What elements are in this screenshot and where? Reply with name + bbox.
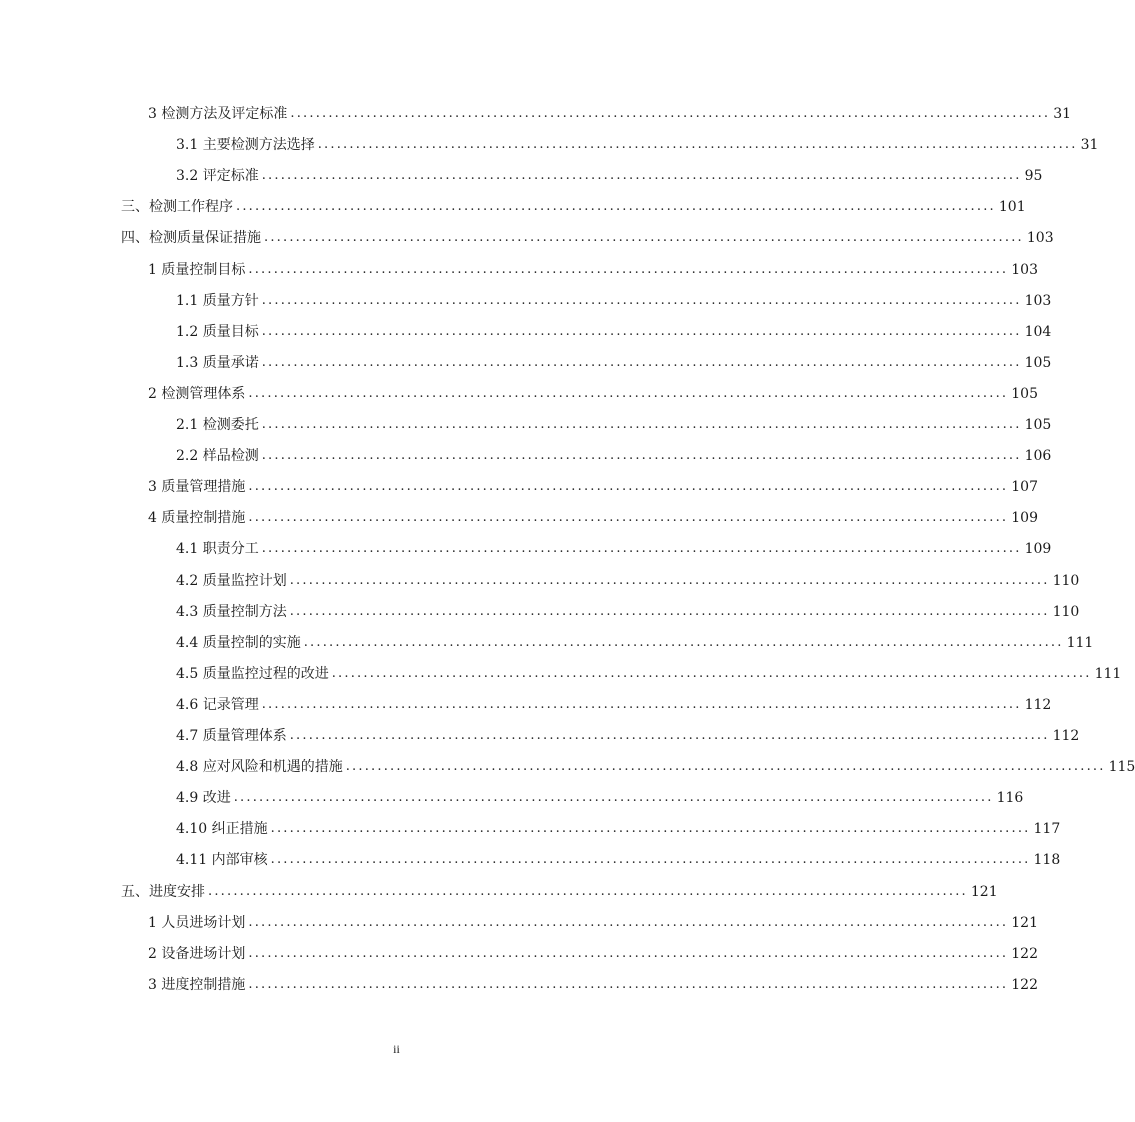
toc-leader-dots: ........................................................................................................................ <box>261 168 1022 184</box>
toc-entry-title: 2 检测管理体系 <box>148 385 248 403</box>
toc-entry-page: 106 <box>1024 448 1052 465</box>
toc-entry[interactable] <box>176 286 1052 310</box>
toc-entry[interactable] <box>121 192 1026 216</box>
toc-entry[interactable] <box>176 410 1052 434</box>
toc-entry[interactable] <box>176 348 1052 372</box>
toc-entry[interactable] <box>176 534 1052 558</box>
toc-entry-title: 4.11 内部审核 <box>176 851 271 869</box>
toc-leader-dots: ........................................................................................................................ <box>270 852 1031 868</box>
toc-entry[interactable] <box>121 877 998 901</box>
toc-entry-title: 2 设备进场计划 <box>148 945 248 963</box>
toc-leader-dots: ........................................................................................................................ <box>233 790 994 806</box>
toc-leader-dots: ........................................................................................................................ <box>261 354 1022 370</box>
toc-entry[interactable] <box>148 379 1038 403</box>
toc-entry-page: 111 <box>1066 634 1094 651</box>
toc-entry-page: 109 <box>1011 510 1038 527</box>
toc-entry[interactable] <box>176 566 1080 590</box>
toc-entry[interactable] <box>148 908 1038 932</box>
toc-entry-page: 109 <box>1024 541 1052 558</box>
toc-entry[interactable] <box>176 441 1052 465</box>
toc-entry-page: 103 <box>1024 292 1052 309</box>
toc-entry[interactable] <box>176 721 1080 745</box>
toc-entry-title: 1 人员进场计划 <box>148 914 248 932</box>
toc-entry-page: 116 <box>996 790 1024 807</box>
toc-entry-page: 118 <box>1033 852 1061 869</box>
toc-entry-page: 121 <box>1011 914 1038 931</box>
toc-entry-page: 105 <box>1011 385 1038 402</box>
toc-entry-page: 101 <box>998 199 1026 216</box>
toc-leader-dots: ........................................................................................................................ <box>264 230 1024 246</box>
toc-leader-dots: ........................................................................................................................ <box>270 821 1031 837</box>
toc-entry-title: 3 进度控制措施 <box>148 976 248 994</box>
toc-entry-title: 4 质量控制措施 <box>148 509 248 527</box>
toc-entry-title: 3.1 主要检测方法选择 <box>176 136 318 154</box>
toc-leader-dots: ........................................................................................................................ <box>289 603 1050 619</box>
toc-entry-page: 112 <box>1052 728 1080 744</box>
toc-entry[interactable] <box>121 223 1054 247</box>
toc-entry[interactable] <box>148 939 1038 963</box>
toc-entry-title: 1.3 质量承诺 <box>176 354 262 372</box>
toc-leader-dots: ........................................................................................................................ <box>261 292 1022 308</box>
toc-leader-dots: ........................................................................................................................ <box>236 199 996 215</box>
toc-entry-title: 3.2 评定标准 <box>176 167 262 185</box>
toc-entry-page: 31 <box>1053 106 1072 122</box>
toc-leader-dots: ........................................................................................................................ <box>248 261 1009 277</box>
toc-leader-dots: ........................................................................................................................ <box>261 541 1022 557</box>
toc-leader-dots: ........................................................................................................................ <box>303 634 1064 650</box>
toc-entry-title: 2.1 检测委托 <box>176 416 262 434</box>
toc-entry-title: 3 检测方法及评定标准 <box>148 105 290 123</box>
toc-entry-page: 107 <box>1011 479 1038 496</box>
toc-entry-title: 三、检测工作程序 <box>121 198 236 216</box>
toc-entry[interactable] <box>176 317 1052 341</box>
toc-entry-title: 4.8 应对风险和机遇的措施 <box>176 758 346 776</box>
toc-entry-title: 4.3 质量控制方法 <box>176 603 290 621</box>
toc-entry-title: 1 质量控制目标 <box>148 261 248 279</box>
toc-entry[interactable] <box>176 845 1061 869</box>
toc-entry-title: 4.9 改进 <box>176 789 234 807</box>
toc-entry-page: 111 <box>1094 665 1122 682</box>
toc-entry-page: 112 <box>1024 696 1052 713</box>
toc-entry-page: 117 <box>1033 821 1061 838</box>
toc-entry[interactable] <box>176 752 1135 776</box>
toc-entry[interactable] <box>148 970 1038 994</box>
toc-leader-dots: ........................................................................................................................ <box>248 385 1009 401</box>
toc-entry[interactable] <box>176 161 1043 185</box>
toc-leader-dots: ........................................................................................................................ <box>290 106 1051 121</box>
toc-entry-title: 四、检测质量保证措施 <box>121 229 264 247</box>
toc-entry-page: 110 <box>1052 572 1080 589</box>
toc-leader-dots: ........................................................................................................................ <box>248 945 1009 961</box>
toc-entry-title: 4.6 记录管理 <box>176 696 262 714</box>
toc-entry[interactable] <box>176 814 1061 838</box>
toc-entry-title: 4.1 职责分工 <box>176 540 262 558</box>
toc-entry-page: 105 <box>1024 417 1052 433</box>
toc-entry[interactable] <box>176 783 1024 807</box>
toc-leader-dots: ........................................................................................................................ <box>248 479 1009 495</box>
toc-entry-title: 4.10 纠正措施 <box>176 820 271 838</box>
toc-entry-page: 103 <box>1026 230 1054 247</box>
toc-leader-dots: ........................................................................................................................ <box>345 759 1106 775</box>
toc-entry-page: 122 <box>1011 945 1038 962</box>
page-number: ii <box>393 1042 400 1056</box>
toc-entry-page: 110 <box>1052 603 1080 620</box>
toc-entry-title: 3 质量管理措施 <box>148 478 248 496</box>
toc-entry-page: 31 <box>1080 137 1099 154</box>
toc-entry-title: 4.2 质量监控计划 <box>176 572 290 590</box>
toc-entry-page: 95 <box>1024 168 1043 185</box>
toc-leader-dots: ........................................................................................................................ <box>331 665 1092 681</box>
toc-leader-dots: ........................................................................................................................ <box>261 323 1022 339</box>
toc-entry[interactable] <box>148 503 1038 527</box>
toc-entry-page: 121 <box>970 883 998 900</box>
toc-leader-dots: ........................................................................................................................ <box>261 696 1022 712</box>
toc-entry-title: 1.2 质量目标 <box>176 323 262 341</box>
toc-entry-page: 115 <box>1108 759 1135 776</box>
toc-entry-title: 4.4 质量控制的实施 <box>176 634 304 652</box>
toc-entry-title: 4.5 质量监控过程的改进 <box>176 665 332 683</box>
toc-entry[interactable] <box>176 130 1099 154</box>
toc-entry-page: 104 <box>1024 323 1052 340</box>
toc-leader-dots: ........................................................................................................................ <box>208 883 968 899</box>
toc-leader-dots: ........................................................................................................................ <box>317 137 1078 153</box>
toc-leader-dots: ........................................................................................................................ <box>248 510 1009 526</box>
toc-entry-page: 122 <box>1011 976 1038 993</box>
toc-entry[interactable] <box>148 472 1038 496</box>
toc-entry[interactable] <box>176 659 1122 683</box>
toc-entry[interactable] <box>176 597 1080 621</box>
toc-leader-dots: ........................................................................................................................ <box>248 914 1009 930</box>
toc-entry-page: 105 <box>1024 354 1052 371</box>
toc-leader-dots: ........................................................................................................................ <box>248 976 1009 992</box>
toc-entry-title: 五、进度安排 <box>121 883 208 901</box>
toc-entry-title: 1.1 质量方针 <box>176 292 262 310</box>
toc-entry-title: 4.7 质量管理体系 <box>176 727 290 745</box>
toc-entry[interactable] <box>148 255 1038 279</box>
toc-leader-dots: ........................................................................................................................ <box>289 728 1050 743</box>
toc-entry[interactable] <box>176 690 1052 714</box>
toc-entry[interactable] <box>176 628 1094 652</box>
toc-entry-page: 103 <box>1011 261 1038 278</box>
toc-leader-dots: ........................................................................................................................ <box>261 448 1022 464</box>
toc-entry[interactable] <box>148 99 1072 123</box>
toc-entry-title: 2.2 样品检测 <box>176 447 262 465</box>
toc-leader-dots: ........................................................................................................................ <box>261 417 1022 432</box>
toc-leader-dots: ........................................................................................................................ <box>289 572 1050 588</box>
